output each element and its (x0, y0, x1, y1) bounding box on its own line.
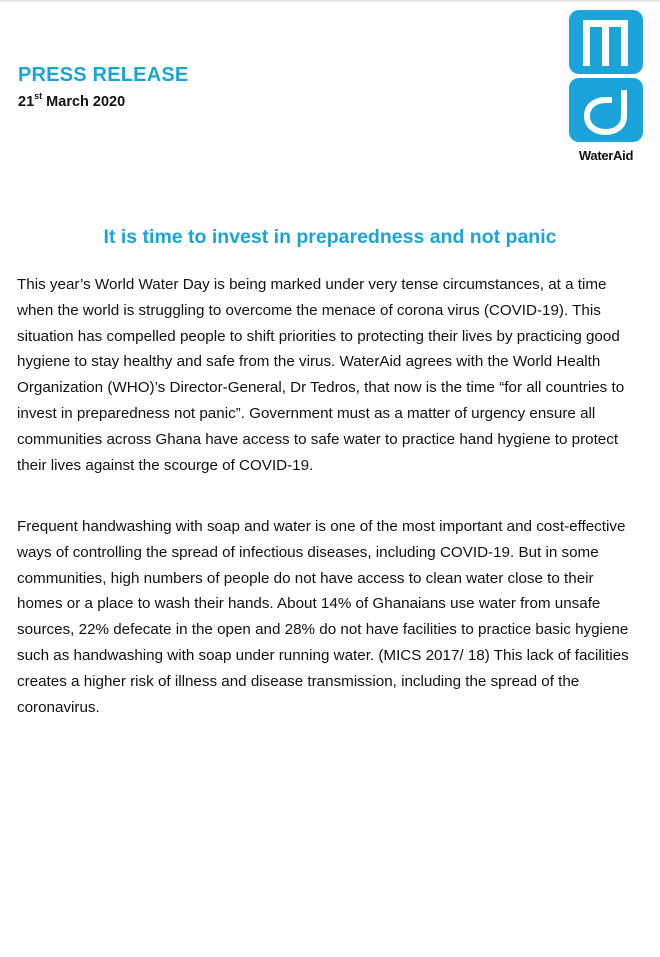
headline: It is time to invest in preparedness and not panic (103, 226, 557, 248)
wateraid-logo (568, 8, 644, 168)
date-suffix: st (34, 91, 43, 101)
paragraph-2: Frequent handwashing with soap and water is one of the most important and cost-effective ways of controlling the spread of infectious diseases, including COVID-19. But in some communities, high numbers of people do not have access to clean water close to their homes or a place to wash their hands. About 14% of Ghanaians use water from unsafe sources, 22% defecate in the open and 28% do not have facilities to practice basic hygiene such as handwashing with soap under running water. (MICS 2017/ 18) This lack of facilities creates a higher risk of illness and disease transmission, including the spread of the coronavirus. (17, 518, 629, 716)
wateraid-wordmark: WaterAid (578, 148, 634, 163)
press-release-label: PRESS RELEASE (18, 64, 189, 86)
press-header (18, 64, 188, 111)
wateraid-drop-icon (568, 8, 644, 146)
date-month-year: March 2020 (42, 93, 126, 110)
top-border (0, 0, 660, 2)
date-day: 21 (18, 93, 35, 110)
release-date (18, 88, 188, 111)
paragraph-1: This year’s World Water Day is being marked under very tense circumstances, at a time when the world is struggling to overcome the menace of corona virus (COVID-19). This situation has compelled people to shift priorities to protecting their lives by practicing good hygiene to stay healthy and safe from the virus. WaterAid agrees with the World Health Organization (WHO)’s Director-General, Dr Tedros, that now is the time “for all countries to invest in preparedness not panic”. Government must as a matter of urgency ensure all communities across Ghana have access to safe water to practice hand hygiene to protect their lives against the scourge of COVID-19. (17, 276, 625, 474)
